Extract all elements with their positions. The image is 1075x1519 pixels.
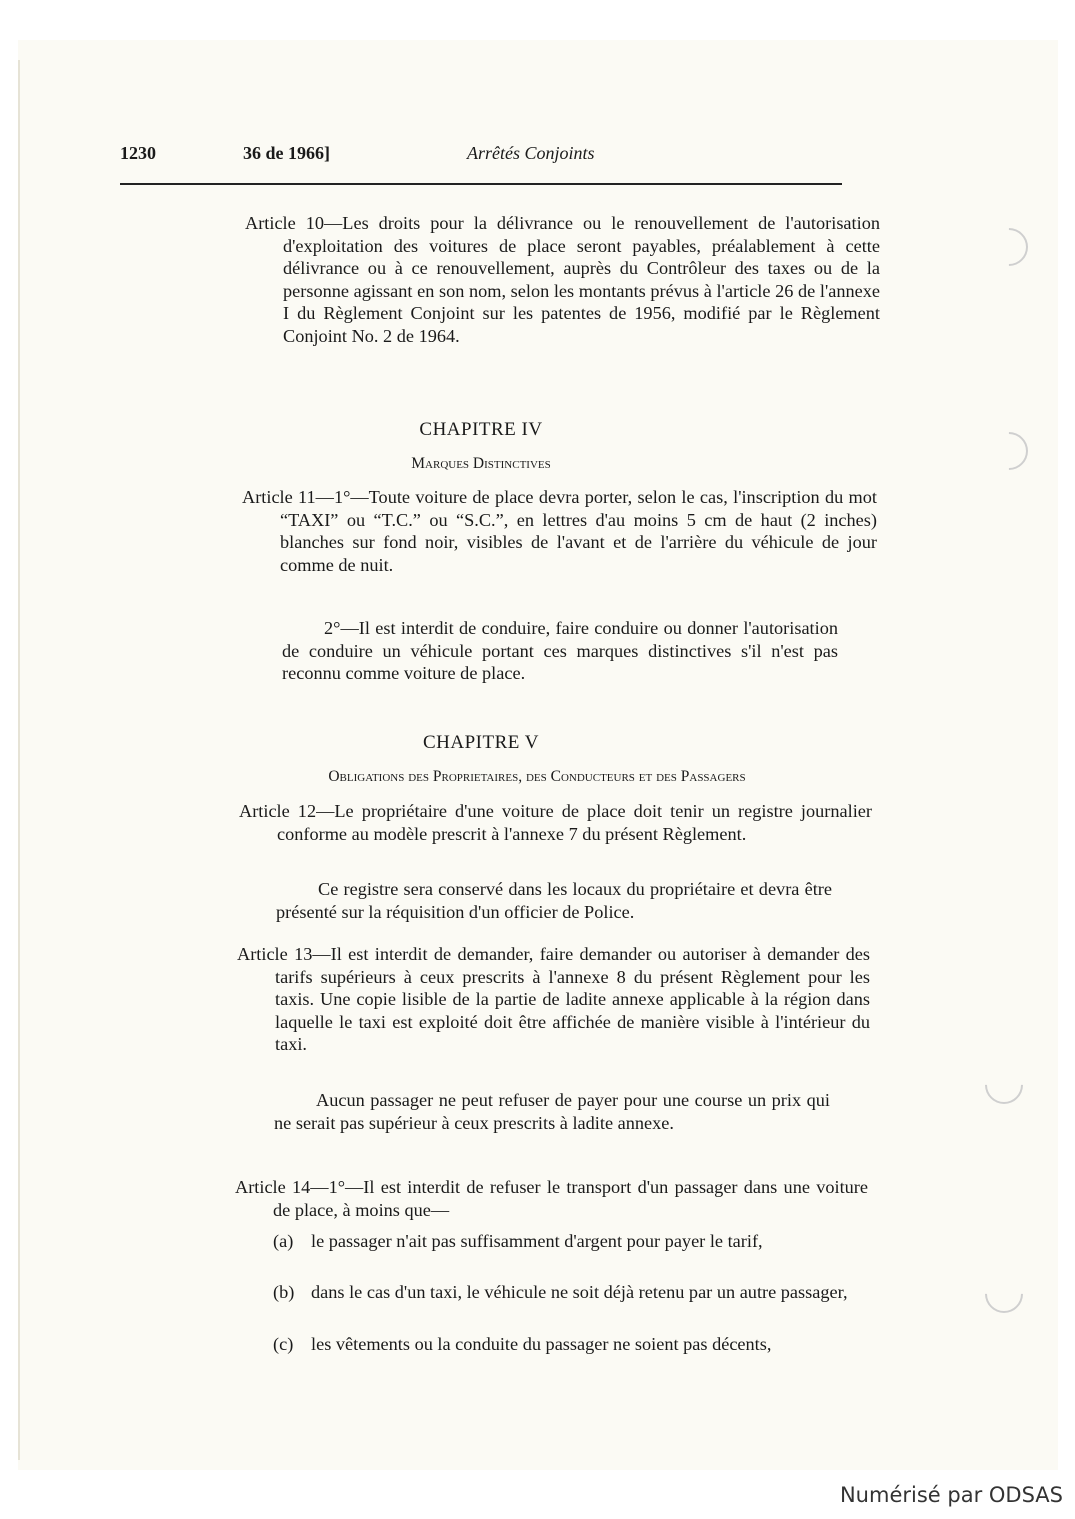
- article-14: Article 14—1°—Il est interdit de refuser le transport d'un passager dans une voiture de place, à moins que—: [235, 1177, 868, 1220]
- article-12: Article 12—Le propriétaire d'une voiture de place doit tenir un registre journalier conforme au modèle prescrit à l'annexe 7 du présent Règlement.: [239, 801, 872, 844]
- header-rule: [120, 183, 842, 185]
- item-text: dans le cas d'un taxi, le véhicule ne soit déjà retenu par un autre passager,: [311, 1282, 848, 1302]
- item-label: (a): [273, 1231, 294, 1251]
- gazette-reference: 36 de 1966]: [243, 143, 330, 163]
- chapter-iv-subtitle: Marques Distinctives: [411, 455, 551, 472]
- item-text: le passager n'ait pas suffisamment d'argent pour payer le tarif,: [311, 1231, 763, 1251]
- article-13: Article 13—Il est interdit de demander, faire demander ou autoriser à demander des tarifs supérieurs à ceux prescrits à l'annexe 8 du présent Règlement pour les taxis. Une copie lisible de la partie de ladite annexe applicable à la région dans laquelle le taxi est exploité doit être affichée de manière visible à l'intérieur du taxi.: [237, 944, 870, 1054]
- article-14-item: [273, 1281, 867, 1304]
- running-title: Arrêtés Conjoints: [467, 143, 595, 163]
- digitized-by-stamp: Numérisé par ODSAS: [839, 1483, 1063, 1507]
- item-text: les vêtements ou la conduite du passager ne soient pas décents,: [311, 1334, 772, 1354]
- item-label: (b): [273, 1282, 295, 1302]
- article-11-part-1: Article 11—1°—Toute voiture de place devra porter, selon le cas, l'inscription du mot “TAXI” ou “T.C.” ou “S.C.”, en lettres d'au moins 5 cm de haut (2 inches) blanches sur fond noir, visibles de l'avant et de l'arrière du véhicule de jour comme de nuit.: [242, 487, 877, 575]
- chapter-v-title: CHAPITRE V: [422, 732, 540, 753]
- article-14-item: [273, 1230, 867, 1253]
- article-13-paragraph-2: Aucun passager ne peut refuser de payer pour une course un prix qui ne serait pas supérieur à ceux prescrits à ladite annexe.: [274, 1090, 830, 1133]
- page-edge: [18, 60, 20, 1460]
- item-label: (c): [273, 1334, 294, 1354]
- chapter-v-subtitle: Obligations des Proprietaires, des Conducteurs et des Passagers: [328, 768, 746, 785]
- article-14-item: [273, 1333, 867, 1356]
- chapter-iv-title: CHAPITRE IV: [419, 419, 543, 440]
- article-11-part-2: 2°—Il est interdit de conduire, faire conduire ou donner l'autorisation de conduire un véhicule portant ces marques distinctives s'il n'est pas reconnu comme voiture de place.: [282, 618, 838, 683]
- page-header: [0, 143, 1075, 173]
- article-12-paragraph-2: Ce registre sera conservé dans les locaux du propriétaire et devra être présenté sur la réquisition d'un officier de Police.: [276, 879, 832, 922]
- page-number: 1230: [120, 143, 156, 163]
- article-10: Article 10—Les droits pour la délivrance ou le renouvellement de l'autorisation d'exploitation des voitures de place seront payables, préalablement à cette délivrance ou à ce renouvellement, auprès du Contrôleur des taxes ou de la personne agissant en son nom, selon les montants prévus à l'article 26 de l'annexe I du Règlement Conjoint sur les patentes de 1956, modifié par le Règlement Conjoint No. 2 de 1964.: [245, 213, 880, 346]
